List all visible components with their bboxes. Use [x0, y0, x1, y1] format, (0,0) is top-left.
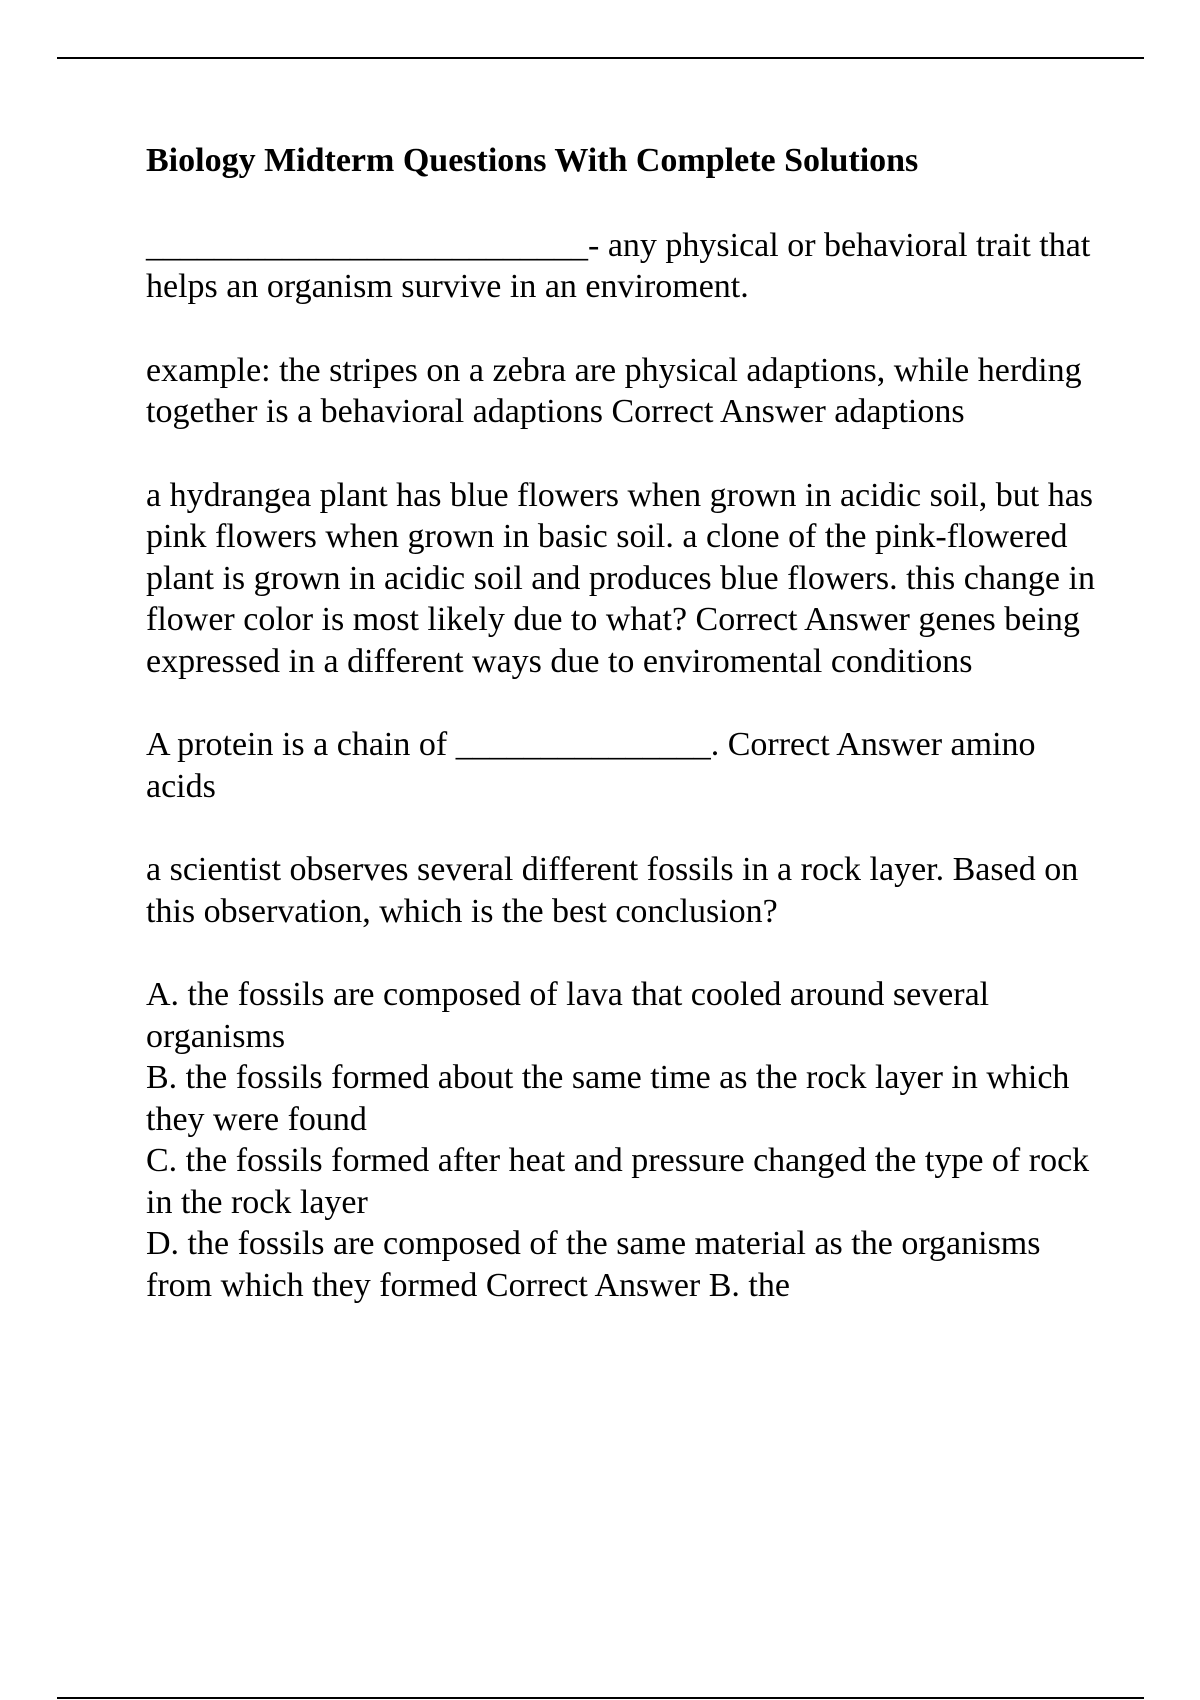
- fossil-answer-options: [146, 974, 1096, 1306]
- paragraph-hydrangea-question: a hydrangea plant has blue flowers when grown in acidic soil, but has pink flowers when grown in basic soil. a clone of the pink-flowered plant is grown in acidic soil and produces blue flowers. this change in flower color is most likely due to what? Correct Answer genes being expressed in a different ways due to enviromental conditions: [146, 476, 1095, 680]
- document-body: [146, 140, 1096, 1306]
- option-d: D. the fossils are composed of the same material as the organisms from which they formed Correct Answer B. the: [146, 1225, 1041, 1304]
- option-a: A. the fossils are composed of lava that cooled around several organisms: [146, 976, 990, 1055]
- option-c: C. the fossils formed after heat and pressure changed the type of rock in the rock layer: [146, 1142, 1090, 1221]
- document-title: Biology Midterm Questions With Complete Solutions: [146, 142, 919, 179]
- paragraph-protein-question: A protein is a chain of _______________. Correct Answer amino acids: [146, 726, 1036, 805]
- top-rule: [57, 57, 1144, 59]
- paragraph-zebra-example: example: the stripes on a zebra are physical adaptions, while herding together is a behavioral adaptions Correct Answer adaptions: [146, 351, 1082, 430]
- bottom-rule: [57, 1697, 1144, 1699]
- option-b: B. the fossils formed about the same time as the rock layer in which they were found: [146, 1059, 1070, 1138]
- paragraph-fossil-question: a scientist observes several different fossils in a rock layer. Based on this observation, which is the best conclusion?: [146, 851, 1079, 930]
- paragraph-adaptation-definition: __________________________- any physical or behavioral trait that helps an organism survive in an enviroment.: [146, 226, 1091, 305]
